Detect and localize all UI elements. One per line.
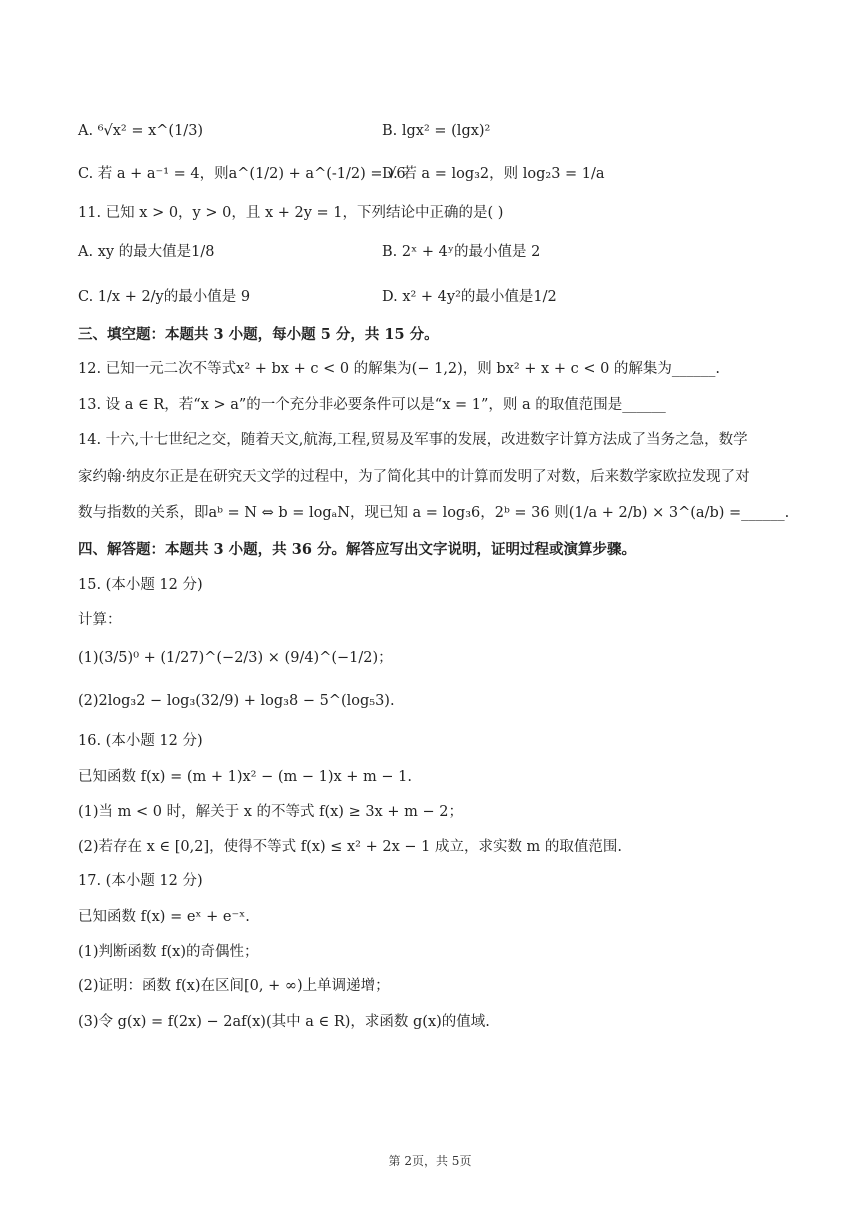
- question-11-stem: 11. 已知 x > 0，y > 0，且 x + 2y = 1，下列结论中正确的是( ): [78, 205, 504, 221]
- option-10d: D. 若 a = log₃2，则 log₂3 = 1/a: [382, 166, 605, 182]
- question-17-part-3: (3)令 g(x) = f(2x) − 2af(x)(其中 a ∈ R)，求函数 g(x)的值域.: [78, 1014, 490, 1030]
- option-10a: A. ⁶√x² = x^(1/3): [78, 123, 204, 139]
- option-11d: D. x² + 4y²的最小值是1/2: [382, 289, 557, 305]
- option-11b: B. 2ˣ + 4ʸ的最小值是 2: [382, 244, 541, 260]
- question-14-line-2: 家约翰·纳皮尔正是在研究天文学的过程中，为了简化其中的计算而发明了对数，后来数学家欧拉发现了对: [78, 469, 750, 485]
- question-16-intro: 已知函数 f(x) = (m + 1)x² − (m − 1)x + m − 1.: [78, 769, 413, 785]
- question-17-part-2: (2)证明：函数 f(x)在区间[0, + ∞)上单调递增；: [78, 978, 390, 994]
- question-14-line-1: 14. 十六,十七世纪之交，随着天文,航海,工程,贸易及军事的发展，改进数字计算方法成了当务之急，数学: [78, 432, 748, 448]
- page-footer: 第 2页，共 5页: [388, 1154, 472, 1168]
- section-4-title: 四、解答题：本题共 3 小题，共 36 分。解答应写出文字说明，证明过程或演算步骤。: [78, 541, 636, 558]
- option-11c: C. 1/x + 2/y的最小值是 9: [78, 289, 251, 305]
- question-16-part-2: (2)若存在 x ∈ [0,2]，使得不等式 f(x) ≤ x² + 2x − 1 成立，求实数 m 的取值范围.: [78, 839, 623, 855]
- option-11a: A. xy 的最大值是1/8: [78, 244, 215, 260]
- question-17-heading: 17. (本小题 12 分): [78, 873, 203, 889]
- question-14-line-3: 数与指数的关系，即aᵇ = N ⇔ b = logₐN，现已知 a = log₃6，2ᵇ = 36 则(1/a + 2/b) × 3^(a/b) =______.: [78, 505, 790, 521]
- question-17-part-1: (1)判断函数 f(x)的奇偶性；: [78, 944, 259, 960]
- question-12: 12. 已知一元二次不等式x² + bx + c < 0 的解集为(− 1,2)，则 bx² + x + c < 0 的解集为______.: [78, 361, 721, 377]
- question-15-part-2: (2)2log₃2 − log₃(32/9) + log₃8 − 5^(log₅3).: [78, 693, 395, 709]
- question-16-part-1: (1)当 m < 0 时，解关于 x 的不等式 f(x) ≥ 3x + m − 2；: [78, 804, 463, 820]
- option-10c: C. 若 a + a⁻¹ = 4，则a^(1/2) + a^(-1/2) = √6: [78, 166, 406, 182]
- question-15-intro: 计算：: [78, 612, 122, 628]
- question-17-intro: 已知函数 f(x) = eˣ + e⁻ˣ.: [78, 909, 250, 925]
- option-10b: B. lgx² = (lgx)²: [382, 123, 491, 139]
- question-15-part-1: (1)(3/5)⁰ + (1/27)^(−2/3) × (9/4)^(−1/2)；: [78, 650, 393, 666]
- question-13: 13. 设 a ∈ R，若“x > a”的一个充分非必要条件可以是“x = 1”，则 a 的取值范围是______: [78, 397, 666, 413]
- question-15-heading: 15. (本小题 12 分): [78, 577, 203, 593]
- question-16-heading: 16. (本小题 12 分): [78, 733, 203, 749]
- section-3-title: 三、填空题：本题共 3 小题，每小题 5 分，共 15 分。: [78, 326, 439, 343]
